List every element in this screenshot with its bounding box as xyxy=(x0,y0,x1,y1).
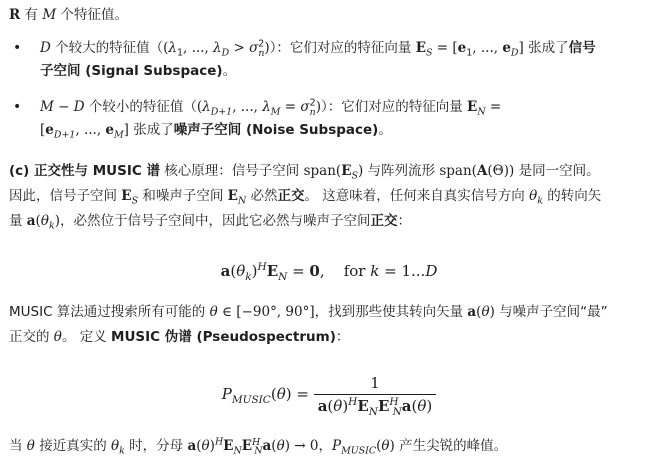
bullet-dot: • xyxy=(13,40,22,56)
music-pseudospectrum-equation: $P_{MUSIC}(\theta)$ = $\frac{1}{a(\theta)^HE_NE^H_Na(\theta)}$ xyxy=(0,374,658,415)
signal-subspace-label: 子空间 (Signal Subspace) xyxy=(40,63,223,79)
music-line1: MUSIC 算法通过搜索所有可能的 θ ∈ [−90°, 90°]，找到那些使其转向矢量 a(θ) 与噪声子空间“最” xyxy=(9,304,608,320)
orthogonality-equation: $a(\theta_k)^HE_N = 0$, for k = 1...D xyxy=(220,261,438,283)
noise-subspace-label: 噪声子空间 (Noise Subspace) xyxy=(173,122,379,138)
matrix-R: R xyxy=(9,7,21,23)
bullet-dot: • xyxy=(13,99,22,115)
section-heading: (c) 正交性与 MUSIC 谱 xyxy=(9,163,160,179)
bullet-noise-line2: [$e_{D+1}$, ..., $e_M$] 张成了噪声子空间 (Noise Subspace)。 xyxy=(40,122,392,141)
music-line2: 正交的 θ。 定义 MUSIC 伪谱 (Pseudospectrum)： xyxy=(9,329,350,345)
final-line: 当 θ 接近真实的 $\theta_k$ 时，分母 $a(\theta)^HE_NE^H_Na(\theta) \to 0$，$P_{MUSIC}(\theta)$ 产生尖锐的峰值。 xyxy=(9,436,508,457)
section-c-line1: (c) 正交性与 MUSIC 谱 核心原理：信号子空间 $span(E_S)$ 与阵列流形 span(A(Θ)) 是同一空间。 xyxy=(9,163,600,182)
bullet-signal-line1: D 个较大的特征值（($\lambda_1$, ..., $\lambda_D > \sigma^2_n$)）：它们对应的特征向量 $E_S = [e_1$, ..., $e_D$] 张成了信号 xyxy=(40,38,596,59)
section-c-line3: 量 $a(\theta_k)$，必然位于信号子空间中，因此它必然与噪声子空间正交： xyxy=(9,213,411,232)
signal-subspace-term: 信号 xyxy=(568,40,596,56)
section-c-line2: 因此，信号子空间 $E_S$ 和噪声子空间 $E_N$ 必然正交。 这意味着，任何来自真实信号方向 $\theta_k$ 的转向矢 xyxy=(9,188,602,207)
intro-line: R 有 M 个特征值。 xyxy=(9,7,128,23)
symbol-M: M xyxy=(42,7,57,23)
pseudospectrum-term: MUSIC 伪谱 (Pseudospectrum) xyxy=(111,329,336,345)
bullet-noise-line1: M − D 个较小的特征值（($\lambda_{D+1}$, ..., $\lambda_M = \sigma^2_n$)）：它们对应的特征向量 $E_N$ = xyxy=(40,97,502,118)
fraction: $\frac{1}{a(\theta)^HE_NE^H_Na(\theta)}$ xyxy=(314,374,437,415)
bullet-signal-line2: 子空间 (Signal Subspace)。 xyxy=(40,63,237,79)
